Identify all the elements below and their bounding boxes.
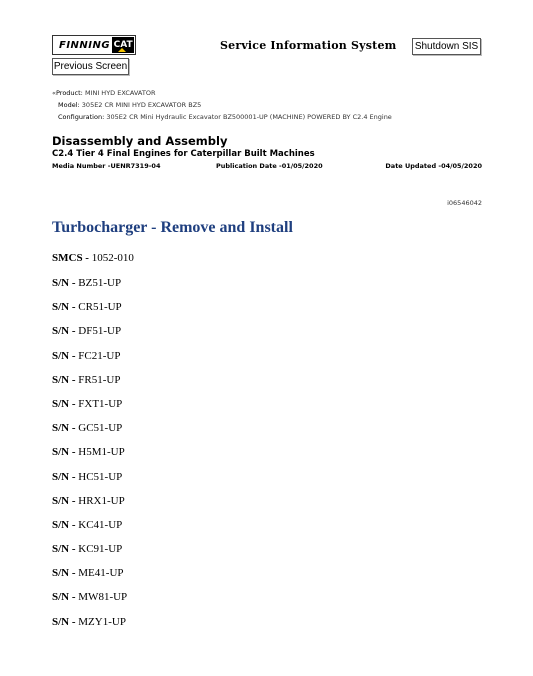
cat-badge: CAT (112, 37, 134, 53)
serial-number-item (52, 325, 127, 349)
product-label: Product: (55, 89, 83, 97)
sn-label: S/N - (52, 567, 76, 580)
logo-text: FINNING (59, 39, 111, 51)
media-number: Media Number -UENR7319-04 (52, 162, 161, 170)
serial-number-item (52, 495, 127, 519)
product-line (52, 89, 155, 97)
sn-label: S/N - (52, 325, 76, 338)
system-title: Service Information System (220, 39, 397, 52)
sn-value: ME41-UP (78, 567, 124, 580)
sn-value: CR51-UP (78, 301, 122, 314)
serial-number-item (52, 277, 127, 301)
serial-number-item (52, 471, 127, 495)
serial-number-item (52, 301, 127, 325)
collapse-arrow-icon[interactable]: « (52, 89, 56, 97)
smcs-value: 1052-010 (88, 252, 134, 264)
sn-label: S/N - (52, 615, 76, 628)
sn-value: HRX1-UP (78, 494, 125, 507)
sn-label: S/N - (52, 591, 76, 604)
model-label: Model: (58, 101, 80, 109)
sn-value: KC41-UP (78, 518, 123, 531)
sn-value: FXT1-UP (78, 397, 123, 410)
sn-value: MZY1-UP (78, 615, 126, 628)
sn-label: S/N - (52, 301, 76, 314)
sn-label: S/N - (52, 446, 76, 459)
serial-number-item (52, 519, 127, 543)
serial-number-item (52, 374, 127, 398)
finning-cat-logo (52, 35, 136, 55)
smcs-label: SMCS - (52, 252, 89, 264)
sn-value: DF51-UP (78, 325, 122, 338)
sn-value: MW81-UP (78, 591, 128, 604)
serial-number-item (52, 350, 127, 374)
serial-number-item (52, 398, 127, 422)
section-title: Disassembly and Assembly (52, 134, 228, 148)
sn-label: S/N - (52, 470, 76, 483)
sn-value: HC51-UP (78, 470, 123, 483)
sn-value: FR51-UP (78, 373, 121, 386)
configuration-value: 305E2 CR Mini Hydraulic Excavator BZ500001-UP (MACHINE) POWERED BY C2.4 Engine (106, 113, 392, 121)
serial-number-item (52, 616, 127, 640)
sn-value: KC91-UP (78, 543, 123, 556)
sn-value: H5M1-UP (78, 446, 125, 459)
serial-number-item (52, 567, 127, 591)
sn-label: S/N - (52, 397, 76, 410)
page-title: Turbocharger - Remove and Install (52, 219, 293, 236)
sn-label: S/N - (52, 543, 76, 556)
configuration-line (58, 113, 392, 121)
serial-number-item (52, 591, 127, 615)
sn-value: GC51-UP (78, 422, 123, 435)
serial-number-list (52, 277, 127, 640)
sn-label: S/N - (52, 518, 76, 531)
smcs-line (52, 252, 134, 264)
sn-label: S/N - (52, 277, 76, 289)
sn-label: S/N - (52, 494, 76, 507)
sn-label: S/N - (52, 422, 76, 435)
serial-number-item (52, 543, 127, 567)
model-value: 305E2 CR MINI HYD EXCAVATOR BZ5 (81, 101, 202, 109)
sn-label: S/N - (52, 349, 76, 362)
sn-value: FC21-UP (78, 349, 121, 362)
previous-screen-button[interactable]: Previous Screen (52, 58, 129, 75)
date-updated: Date Updated -04/05/2020 (385, 162, 482, 170)
serial-number-item (52, 422, 127, 446)
document-id: i06546042 (447, 199, 482, 207)
sn-value: BZ51-UP (78, 277, 122, 289)
configuration-label: Configuration: (58, 113, 105, 121)
publication-date: Publication Date -01/05/2020 (216, 162, 323, 170)
sub-title: C2.4 Tier 4 Final Engines for Caterpillar Built Machines (52, 149, 315, 159)
model-line (58, 101, 201, 109)
shutdown-sis-button[interactable]: Shutdown SIS (412, 38, 481, 55)
serial-number-item (52, 446, 127, 470)
product-value: MINI HYD EXCAVATOR (84, 89, 156, 97)
sn-label: S/N - (52, 373, 76, 386)
